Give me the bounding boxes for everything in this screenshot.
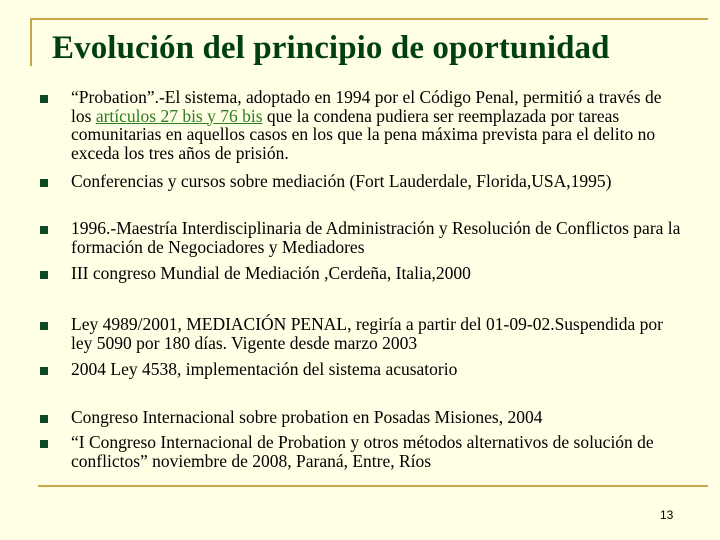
bullet-text: “I Congreso Internacional de Probation y otros métodos alternativos de solución de conflictos” noviembre de 2008, Paraná, Entre, Ríos (71, 432, 654, 471)
bullet-text: III congreso Mundial de Mediación ,Cerdeña, Italia,2000 (71, 263, 471, 283)
bullet-text-part: “Probation”.-El sistema, adoptado en 1994 por el Código Penal, permitió a través de los (71, 87, 662, 126)
square-bullet-icon (40, 440, 48, 448)
bullet-text: 1996.-Maestría Interdisciplinaria de Administración y Resolución de Conflictos para la formación de Negociadores y Mediadores (71, 218, 681, 257)
bullet-text: Congreso Internacional sobre probation en Posadas Misiones, 2004 (71, 407, 543, 427)
bullet-text: Conferencias y cursos sobre mediación (Fort Lauderdale, Florida,USA,1995) (71, 171, 612, 191)
articles-link[interactable]: artículos 27 bis y 76 bis (95, 105, 263, 126)
square-bullet-icon (40, 271, 48, 279)
square-bullet-icon (40, 322, 48, 330)
bullet-text: Ley 4989/2001, MEDIACIÓN PENAL, regiría a partir del 01-09-02.Suspendida por ley 5090 por 180 días. Vigente desde marzo 2003 (71, 314, 663, 353)
bullet-text: 2004 Ley 4538, implementación del sistema acusatorio (71, 359, 458, 379)
slide-title: Evolución del principio de oportunidad (52, 30, 610, 66)
frame-line-top (30, 18, 708, 20)
page-number: 13 (660, 508, 674, 522)
square-bullet-icon (40, 95, 48, 103)
frame-line-left (30, 18, 32, 66)
bullet-text-part: que la condena pudiera ser reemplazada por tareas comunitarias en aquellos casos en los que la pena máxima prevista para el delito no exceda los tres años de prisión. (71, 105, 656, 163)
square-bullet-icon (40, 226, 48, 234)
square-bullet-icon (40, 179, 48, 187)
bullet-text (71, 88, 681, 162)
square-bullet-icon (40, 415, 48, 423)
square-bullet-icon (40, 367, 48, 375)
frame-line-bottom (38, 485, 708, 487)
